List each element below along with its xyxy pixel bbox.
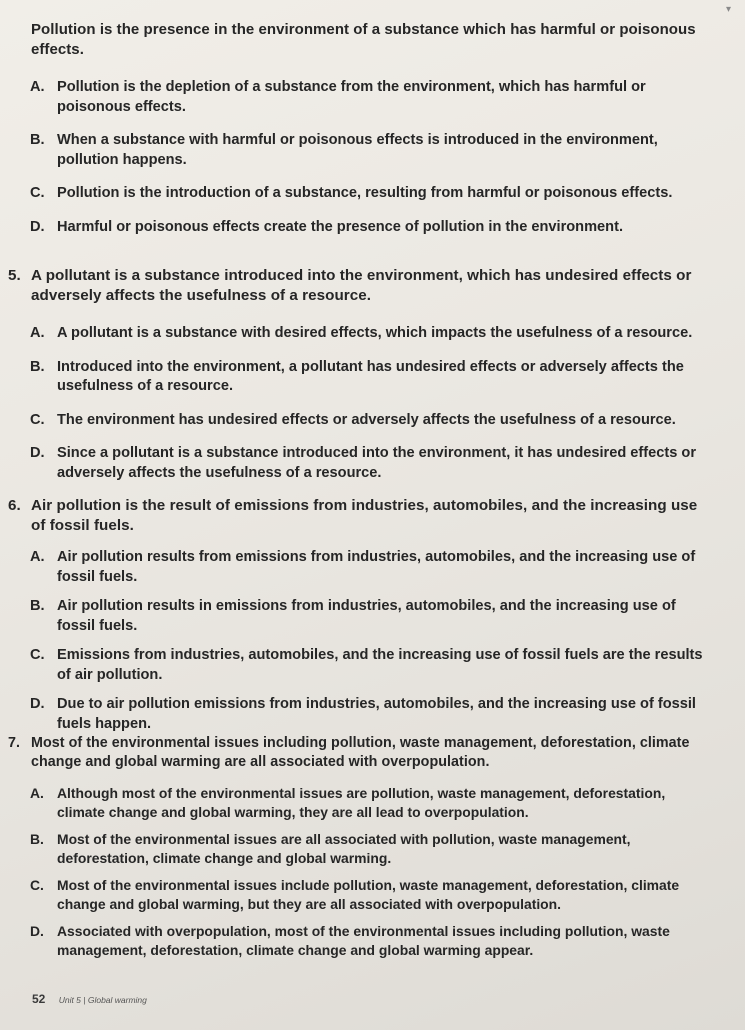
option-b: [8, 358, 713, 397]
option-letter: B.: [30, 358, 45, 375]
option-c: [8, 184, 713, 204]
option-text: Since a pollutant is a substance introduced into the environment, it has undesired effects or adversely affects the usefulness of a resource.: [57, 445, 696, 481]
option-letter: A.: [30, 785, 44, 801]
option-text: Pollution is the depletion of a substance from the environment, which has harmful or poisonous effects.: [57, 79, 646, 115]
option-text: Due to air pollution emissions from industries, automobiles, and the increasing use of fossil fuels happen.: [57, 696, 696, 732]
option-letter: C.: [30, 647, 45, 663]
option-text: Harmful or poisonous effects create the presence of pollution in the environment.: [57, 218, 623, 235]
option-a: [8, 324, 713, 344]
question-stem-text: A pollutant is a substance introduced into the environment, which has undesired effects or adversely affects the usefulness of a resource.: [31, 267, 692, 304]
question-stem: [8, 734, 713, 772]
option-a: [8, 784, 713, 821]
question-number: 6.: [8, 497, 21, 514]
option-letter: B.: [30, 598, 45, 614]
corner-mark-icon: ▾: [725, 4, 731, 15]
option-text: Associated with overpopulation, most of the environmental issues including pollution, waste management, deforestation, climate change and global warming appear.: [57, 923, 670, 958]
option-b: [8, 597, 713, 636]
option-a: [8, 78, 713, 117]
option-text: When a substance with harmful or poisonous effects is introduced in the environment, pollution happens.: [57, 132, 658, 168]
option-d: [8, 922, 713, 959]
question-number: 7.: [8, 735, 21, 751]
option-text: Introduced into the environment, a pollutant has undesired effects or adversely affects the usefulness of a resource.: [57, 358, 684, 394]
question-stem: [8, 266, 713, 306]
option-text: A pollutant is a substance with desired effects, which impacts the usefulness of a resource.: [57, 325, 693, 341]
question-6: [8, 496, 713, 734]
option-text: Air pollution results in emissions from industries, automobiles, and the increasing use of fossil fuels.: [57, 598, 676, 634]
page-number: 52: [32, 992, 46, 1006]
option-text: Emissions from industries, automobiles, and the increasing use of fossil fuels are the results of air pollution.: [57, 647, 703, 683]
page-footer: [32, 992, 147, 1006]
option-letter: B.: [30, 132, 45, 148]
question-7: [8, 734, 713, 959]
option-d: [8, 218, 713, 238]
unit-label: Unit 5 | Global warming: [58, 995, 147, 1005]
option-letter: D.: [30, 445, 45, 461]
question-stem-text: Air pollution is the result of emissions from industries, automobiles, and the increasing use of fossil fuels.: [31, 497, 698, 534]
option-letter: C.: [30, 411, 45, 428]
option-text: Air pollution results from emissions from industries, automobiles, and the increasing use of fossil fuels.: [57, 549, 696, 585]
option-letter: D.: [30, 696, 45, 712]
question-stem: [8, 20, 713, 60]
question-4: [8, 20, 713, 237]
question-5: [8, 266, 713, 483]
option-d: [8, 695, 713, 734]
option-letter: A.: [30, 325, 45, 341]
option-letter: B.: [30, 831, 44, 847]
option-c: [8, 646, 713, 685]
option-a: [8, 548, 713, 587]
option-b: [8, 830, 713, 867]
option-text: The environment has undesired effects or adversely affects the usefulness of a resource.: [57, 411, 676, 428]
question-stem: [8, 496, 713, 536]
option-letter: D.: [30, 218, 45, 235]
option-c: [8, 411, 713, 431]
option-letter: A.: [30, 549, 45, 565]
option-letter: C.: [30, 877, 44, 893]
question-number: 5.: [8, 267, 21, 284]
option-letter: D.: [30, 923, 44, 939]
option-b: [8, 131, 713, 170]
option-text: Although most of the environmental issues are pollution, waste management, deforestation, climate change and global warming, they are all lead to overpopulation.: [57, 785, 666, 820]
option-text: Most of the environmental issues are all associated with pollution, waste management, deforestation, climate change and global warming.: [57, 831, 631, 866]
option-d: [8, 444, 713, 483]
option-letter: A.: [30, 79, 45, 95]
option-letter: C.: [30, 185, 45, 201]
question-stem-text: Most of the environmental issues including pollution, waste management, deforestation, climate change and global warming are all associated with overpopulation.: [31, 735, 690, 770]
question-stem-text: Pollution is the presence in the environment of a substance which has harmful or poisonous effects.: [31, 21, 696, 58]
option-text: Most of the environmental issues include pollution, waste management, deforestation, climate change and global warming, but they are all associated with overpopulation.: [57, 877, 680, 912]
option-text: Pollution is the introduction of a substance, resulting from harmful or poisonous effects.: [57, 185, 673, 201]
option-c: [8, 876, 713, 913]
